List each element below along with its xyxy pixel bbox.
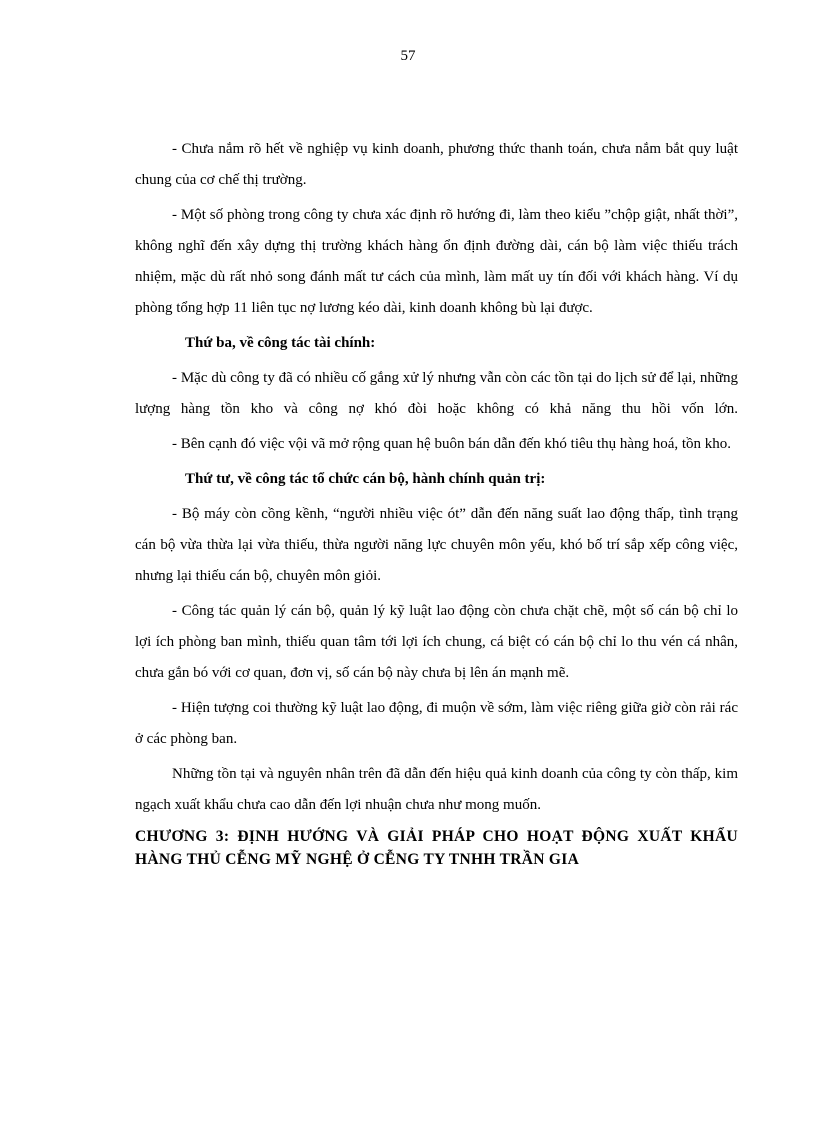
- paragraph-finance-issues: - Mặc dù công ty đã có nhiều cố gắng xử lý nhưng vẫn còn các tồn tại do lịch sử để lại, những lượng hàng tồn kho và công nợ khó đòi hoặc không có khả năng thu hồi vốn lớn.: [135, 370, 738, 417]
- heading-finance: Thứ ba, về công tác tài chính:: [185, 335, 376, 351]
- paragraph-department-direction: - Một số phòng trong công ty chưa xác định rõ hướng đi, làm theo kiểu ”chộp giật, nhất thời”, không nghĩ đến xây dựng thị trường khách hàng ổn định đường dài, cán bộ làm việc thiếu trách nhiệm, mặc dù rất nhỏ song đánh mất tư cách của mình, làm mất uy tín đối với khách hàng. Ví dụ phòng tổng hợp 11 liên tục nợ lương kéo dài, kinh doanh không bù lại được.: [135, 207, 738, 316]
- paragraph-conclusion: Những tồn tại và nguyên nhân trên đã dẫn đến hiệu quả kinh doanh của công ty còn thấp, kim ngạch xuất khẩu chưa cao dẫn đến lợi nhuận chưa như mong muốn.: [135, 766, 738, 813]
- chapter-title: CHƯƠNG 3: ĐỊNH HƯỚNG VÀ GIẢI PHÁP CHO HOẠT ĐỘNG XUẤT KHẨU HÀNG THỦ CỄNG MỸ NGHỆ Ở CỄNG TY TNHH TRẦN GIA: [135, 828, 738, 868]
- paragraph-bureaucracy: - Bộ máy còn cồng kềnh, “người nhiều việc ót” dẫn đến năng suất lao động thấp, tình trạng cán bộ vừa thừa lại vừa thiếu, thừa người năng lực chuyên môn yếu, khó bố trí sắp xếp công việc, nhưng lại thiếu cán bộ, chuyên môn giỏi.: [135, 506, 738, 584]
- body-text: [135, 134, 738, 871]
- paragraph-business-knowledge: - Chưa nắm rõ hết về nghiệp vụ kinh doanh, phương thức thanh toán, chưa nắm bắt quy luật chung của cơ chế thị trường.: [135, 141, 738, 188]
- paragraph-staff-management: - Công tác quản lý cán bộ, quản lý kỹ luật lao động còn chưa chặt chẽ, một số cán bộ chỉ lo lợi ích phòng ban mình, thiếu quan tâm tới lợi ích chung, cá biệt có cán bộ chỉ lo thu vén cá nhân, chưa gắn bó với cơ quan, đơn vị, số cán bộ này chưa bị lên án mạnh mẽ.: [135, 603, 738, 681]
- paragraph-trade-expansion: - Bên cạnh đó việc vội vã mở rộng quan hệ buôn bán dẫn đến khó tiêu thụ hàng hoá, tồn kho.: [172, 436, 732, 452]
- paragraph-discipline: - Hiện tượng coi thường kỹ luật lao động, đi muộn về sớm, làm việc riêng giữa giờ còn rải rác ở các phòng ban.: [135, 700, 738, 747]
- page-number: 57: [400, 48, 416, 64]
- heading-organization: Thứ tư, về công tác tổ chức cán bộ, hành chính quản trị:: [185, 471, 546, 487]
